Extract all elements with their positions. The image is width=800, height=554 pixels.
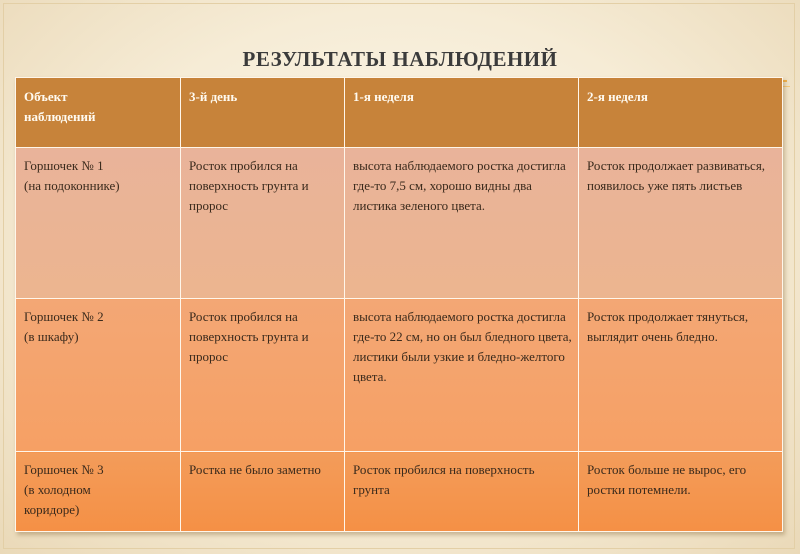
table-row xyxy=(16,299,783,452)
slide-title: РЕЗУЛЬТАТЫ НАБЛЮДЕНИЙ xyxy=(242,47,558,71)
table-cell xyxy=(579,148,783,299)
header-week-1 xyxy=(345,78,579,148)
observations-table xyxy=(15,77,783,532)
cell-text: Росток больше не вырос, его ростки потемнели. xyxy=(587,462,747,497)
table-cell xyxy=(345,452,579,532)
header-week-1-label: 1-я неделя xyxy=(353,89,414,104)
table-cell xyxy=(16,148,181,299)
header-day-3 xyxy=(181,78,345,148)
table-cell xyxy=(16,452,181,532)
header-week-2 xyxy=(579,78,783,148)
table-cell xyxy=(16,299,181,452)
cell-text: Росток пробился на поверхность грунта xyxy=(353,462,535,497)
table-header-row xyxy=(16,78,783,148)
table-row xyxy=(16,452,783,532)
cell-text: Росток продолжает развиваться, появилось уже пять листьев xyxy=(587,158,766,193)
cell-text: Росток продолжает тянуться, выглядит очень бледно. xyxy=(587,309,749,344)
table-cell xyxy=(181,148,345,299)
header-object-label: Объект наблюдений xyxy=(24,89,96,124)
cell-text: Росток пробился на поверхность грунта и пророс xyxy=(189,309,309,364)
table-cell xyxy=(579,299,783,452)
header-day-3-label: 3-й день xyxy=(189,89,238,104)
table-cell xyxy=(181,299,345,452)
cell-text: Ростка не было заметно xyxy=(189,462,321,477)
cell-text: Горшочек № 1 (на подоконнике) xyxy=(24,158,120,193)
cell-text: высота наблюдаемого ростка достигла где-то 7,5 см, хорошо видны два листика зеленого цвета. xyxy=(353,158,566,213)
table-cell xyxy=(579,452,783,532)
cell-text: Горшочек № 2 (в шкафу) xyxy=(24,309,104,344)
cell-text: Росток пробился на поверхность грунта и пророс xyxy=(189,158,309,213)
cell-text: Горшочек № 3 (в холодном коридоре) xyxy=(24,462,104,517)
table-row xyxy=(16,148,783,299)
table-cell xyxy=(345,299,579,452)
table-cell xyxy=(345,148,579,299)
table-cell xyxy=(181,452,345,532)
header-object xyxy=(16,78,181,148)
cell-text: высота наблюдаемого ростка достигла где-то 22 см, но он был бледного цвета, листики были узкие и бледно-желтого цвета. xyxy=(353,309,572,384)
header-week-2-label: 2-я неделя xyxy=(587,89,648,104)
